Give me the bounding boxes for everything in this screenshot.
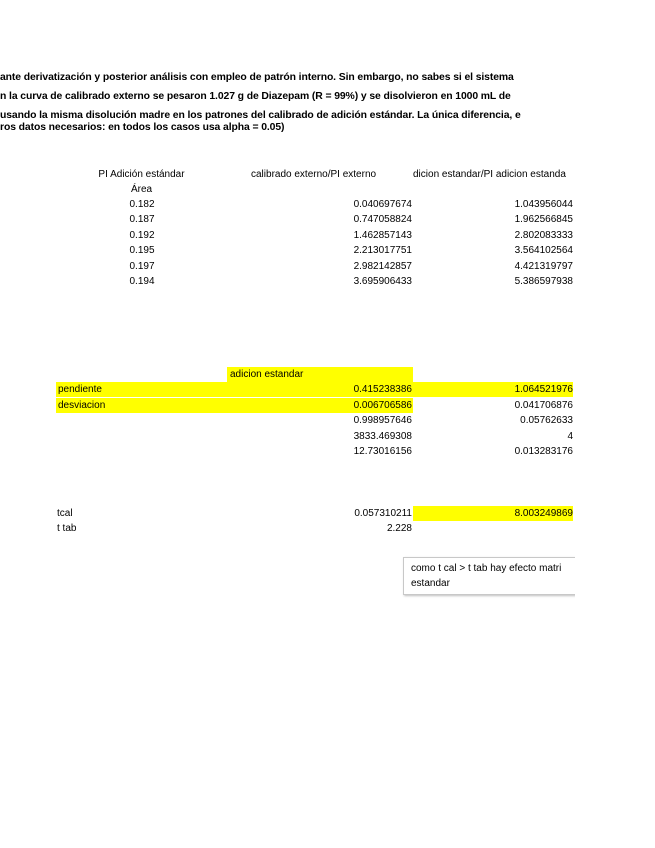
regression-value[interactable]: 12.73016156 <box>353 446 412 457</box>
regression-value[interactable]: 4 <box>567 431 573 442</box>
cell-externo[interactable]: 2.982142857 <box>353 261 412 272</box>
cell-pi[interactable]: 0.195 <box>129 245 155 256</box>
pendiente-adicion[interactable]: 1.064521976 <box>413 382 573 397</box>
desviacion-adicion[interactable]: 0.041706876 <box>514 400 573 411</box>
intro-line-3: usando la misma disolución madre en los patrones del calibrado de adición estándar. La única diferencia, e <box>0 110 521 121</box>
cell-pi[interactable]: 0.182 <box>129 199 155 210</box>
intro-line-4: ros datos necesarios: en todos los casos usa alpha = 0.05) <box>0 122 285 133</box>
pendiente-externo[interactable]: 0.415238386 <box>353 384 412 395</box>
header-pi-adicion: PI Adición estándar <box>98 169 185 180</box>
cell-externo[interactable]: 1.462857143 <box>353 230 412 241</box>
cell-adicion[interactable]: 1.043956044 <box>514 199 573 210</box>
desviacion-externo[interactable]: 0.006706586 <box>353 400 412 411</box>
regression-header[interactable]: adicion estandar <box>227 367 413 382</box>
tcal-label[interactable]: tcal <box>57 508 73 519</box>
cell-externo[interactable]: 0.040697674 <box>353 199 412 210</box>
cell-externo[interactable]: 3.695906433 <box>353 276 412 287</box>
cell-adicion[interactable]: 5.386597938 <box>514 276 573 287</box>
tcal-adicion[interactable]: 8.003249869 <box>413 506 573 521</box>
ttab-value[interactable]: 2.228 <box>386 523 412 534</box>
cell-pi[interactable]: 0.187 <box>129 214 155 225</box>
conclusion-line-1: como t cal > t tab hay efecto matri <box>411 563 562 574</box>
intro-line-1: ante derivatización y posterior análisis con empleo de patrón interno. Sin embargo, no sabes si el sistema <box>0 72 514 83</box>
header-area: Área <box>130 184 153 195</box>
cell-externo[interactable]: 0.747058824 <box>353 214 412 225</box>
regression-value[interactable]: 3833.469308 <box>353 431 412 442</box>
intro-line-2: n la curva de calibrado externo se pesaron 1.027 g de Diazepam (R = 99%) y se disolvieron en 1000 mL de <box>0 91 511 102</box>
cell-pi[interactable]: 0.197 <box>129 261 155 272</box>
ttab-label[interactable]: t tab <box>57 523 77 534</box>
pendiente-label[interactable]: pendiente <box>56 382 413 397</box>
regression-value[interactable]: 0.013283176 <box>514 446 573 457</box>
regression-value[interactable]: 0.998957646 <box>353 415 412 426</box>
cell-adicion[interactable]: 4.421319797 <box>514 261 573 272</box>
tcal-externo[interactable]: 0.057310211 <box>354 508 412 519</box>
cell-pi[interactable]: 0.194 <box>129 276 155 287</box>
cell-adicion[interactable]: 3.564102564 <box>514 245 573 256</box>
conclusion-textbox[interactable] <box>403 557 575 595</box>
desviacion-label[interactable]: desviacion <box>56 398 413 413</box>
header-adicion-estandar: dicion estandar/PI adicion estanda <box>413 169 566 180</box>
cell-adicion[interactable]: 2.802083333 <box>514 230 573 241</box>
header-calibrado-externo: calibrado externo/PI externo <box>251 169 377 180</box>
regression-value[interactable]: 0.05762633 <box>520 415 573 426</box>
cell-adicion[interactable]: 1.962566845 <box>514 214 573 225</box>
conclusion-line-2: estandar <box>411 578 450 589</box>
cell-externo[interactable]: 2.213017751 <box>353 245 412 256</box>
cell-pi[interactable]: 0.192 <box>129 230 155 241</box>
